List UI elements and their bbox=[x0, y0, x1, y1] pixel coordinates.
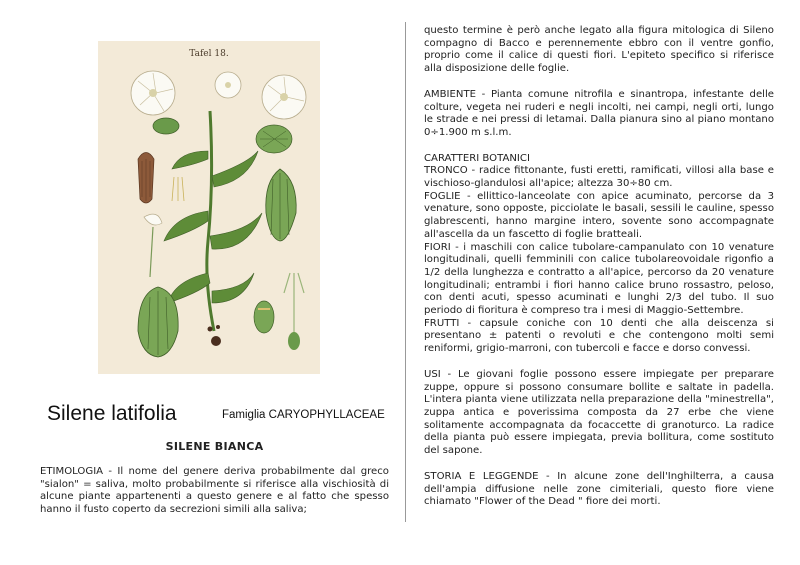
etymology-paragraph bbox=[40, 466, 389, 517]
foglie-text: FOGLIE - ellittico-lanceolate con apice acuminato, percorse da 3 venature, sono opposte, picciolate le basali, sessili le cauline, spesso glabrescenti, hanno margine intero, sovente sono accompagnate all'ascella da un fascetto di foglie bratteali. bbox=[424, 190, 774, 240]
calyx-top-right bbox=[256, 125, 292, 153]
column-divider bbox=[405, 22, 406, 522]
main-stem bbox=[164, 111, 262, 331]
caratteri-heading: CARATTERI BOTANICI bbox=[424, 152, 530, 164]
calyx-b bbox=[153, 118, 179, 134]
ambiente-section: AMBIENTE - Pianta comune nitrofila e sinantropa, infestante delle colture, vegeta nei ruderi e negli incolti, nei campi, negli orti, lungo le strade e nei pressi di letamai. Dalla pianura sino al piano montano 0÷1.900 m s.l.m. bbox=[424, 88, 774, 138]
etymology-text: ETIMOLOGIA - Il nome del genere deriva probabilmente dal greco "sialon" = saliva, molto probabilmente si riferisce alla vischiosità di alcune piante appartenenti a questo genere e al fatto che spesso hanno il fusto coperto da secrezioni simili alla saliva; bbox=[40, 466, 389, 516]
pistil-h bbox=[284, 273, 304, 350]
tronco-text: TRONCO - radice fittonante, fusti eretti, ramificati, villosi alla base e vischioso-glandulosi all'apice; altezza 30÷80 cm. bbox=[424, 165, 774, 190]
family-label: Famiglia CARYOPHYLLACEAE bbox=[222, 409, 385, 421]
calyx-c bbox=[138, 153, 154, 204]
capsule-f bbox=[138, 287, 178, 357]
species-name: Silene latifolia bbox=[47, 402, 177, 425]
plate-title: Tafel 18. bbox=[189, 49, 229, 59]
botanical-illustration bbox=[98, 41, 320, 374]
etymology-continuation: questo termine è però anche legato alla figura mitologica di Sileno compagno di Bacco e perennemente ebbro con il ventre gonfio, proprio come il calice di questi fiori. L'epiteto specifico si riferisce alla disposizione delle foglie. bbox=[424, 25, 774, 75]
capsule-k bbox=[254, 301, 274, 333]
storia-section: STORIA E LEGGENDE - In alcune zone dell'Inghilterra, a causa dell'ampia diffusione nelle zone cimiteriali, questo fiore viene chiamato "Flower of the Dead " fiore dei morti. bbox=[424, 470, 774, 508]
calyx-g bbox=[266, 169, 296, 241]
flower-e bbox=[144, 214, 162, 277]
flower-top-right bbox=[262, 75, 306, 119]
common-name: SILENE BIANCA bbox=[165, 440, 264, 453]
frutti-text: FRUTTI - capsule coniche con 10 denti che alla deiscenza si presentano ± patenti o revoluti e che contengono molti semi reniformi, grigio-marroni, con tubercoli e facce e dorso convessi. bbox=[424, 317, 774, 355]
flower-top-left bbox=[131, 71, 175, 115]
fiori-text: FIORI - i maschili con calice tubolare-campanulato con 10 venature longitudinali, quelli femminili con calice tubolareovoidale rigonfio a 1/2 della lunghezza e contratto a all'apice, percorso da 20 venature longitudinali; entrambi i fiori hanno calice bruno rossastro, peloso, con denti acuti, spesso acuminati e lunghi 2/3 del tubo. Il suo periodo di fioritura è compreso tra i mesi di Maggio-Settembre. bbox=[424, 241, 774, 317]
stamens-d bbox=[172, 177, 184, 201]
caratteri-section bbox=[424, 153, 774, 356]
usi-section: USI - Le giovani foglie possono essere impiegate per preparare zuppe, oppure si possono consumare bollite e saltate in padella. L'intera pianta viene utilizzata nella preparazione della "minestrella", zuppa antica e poverissima composta da 27 erbe che viene solitamente accompagnata da focaccette di granoturco. La radice della pianta può essere impiegata, previa bollitura, come sostituto del sapone. bbox=[424, 368, 774, 457]
plant-drawing bbox=[98, 41, 320, 374]
flower-top-center bbox=[215, 72, 241, 98]
right-column bbox=[424, 25, 774, 522]
